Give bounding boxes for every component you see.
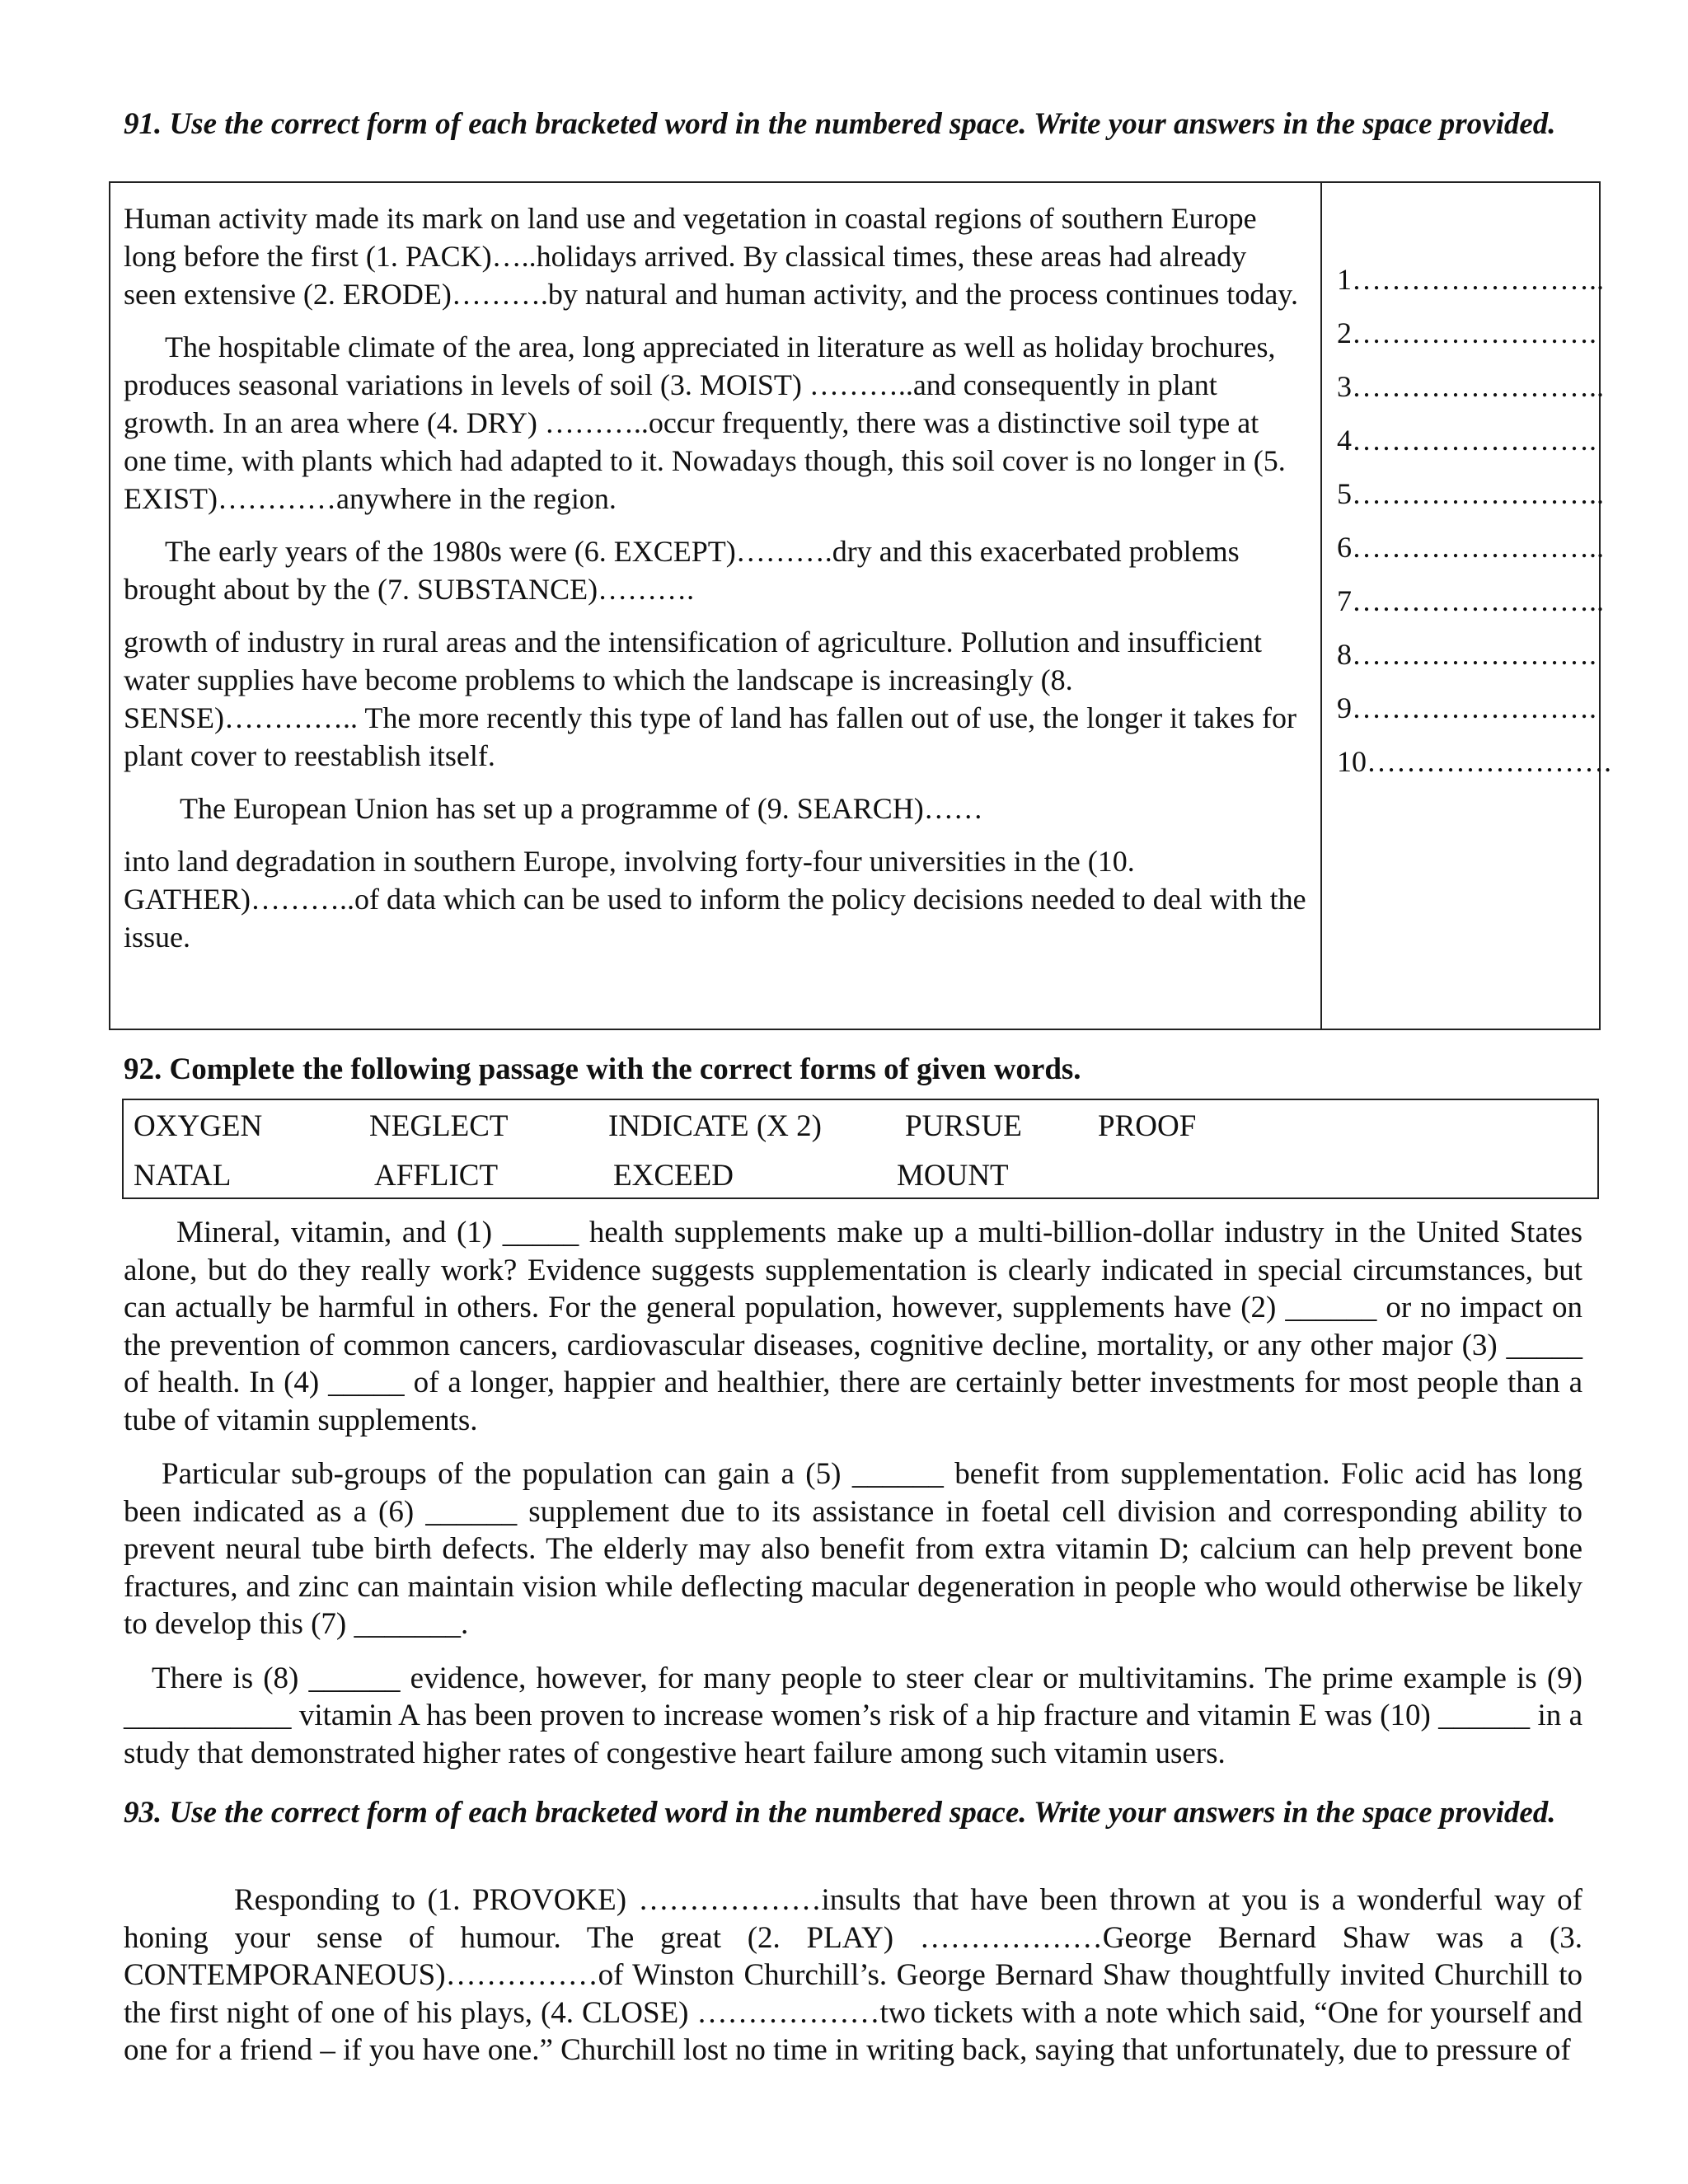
passage-paragraph: Human activity made its mark on land use and vegetation in coastal regions of southern Europe long before the first (1. PACK)…..holidays arrived. By classical times, these areas had already seen extensive (2. ERODE)……….by natural and human activity, and the process continues today.	[124, 202, 1298, 311]
word-bank-item: INDICATE (X 2)	[608, 1109, 822, 1143]
answer-line-9[interactable]: 9…………………….	[1337, 691, 1597, 724]
table-column-divider	[1320, 183, 1322, 1029]
answer-line-5[interactable]: 5……………………..	[1337, 477, 1604, 510]
passage-paragraph: Mineral, vitamin, and (1) _____ health supplements make up a multi-billion-dollar industry in the United States alone, but do they really work? Evidence suggests supplementation is clearly indicated in special circumstances, but can actually be harmful in others. For the general population, however, supplements have (2) ______ or no impact on the prevention of common cancers, cardiovascular diseases, cognitive decline, mortality, or any other major (3) _____ of health. In (4) _____ of a longer, happier and healthier, there are certainly better investments for most people than a tube of vitamin supplements.	[124, 1216, 1582, 1437]
passage-paragraph: Responding to (1. PROVOKE) ………………insults that have been thrown at you is a wonderful way of honing your sense of humour. The great (2. PLAY) ………………George Bernard Shaw was a (3. CONTEMPORANEOUS)……………of Winston Churchill’s. George Bernard Shaw thoughtfully invited Churchill to the first night of one of his plays, (4. CLOSE) ………………two tickets with a note which said, “One for yourself and one for a friend – if you have one.” Churchill lost no time in writing back, saying that unfortunately, due to pressure of	[124, 1883, 1582, 2067]
word-bank-item: NEGLECT	[369, 1109, 509, 1143]
word-bank-box	[122, 1099, 1599, 1199]
word-bank-item: MOUNT	[897, 1159, 1009, 1193]
passage-paragraph: Particular sub-groups of the population can gain a (5) ______ benefit from supplementation. Folic acid has long been indicated as a (6) ______ supplement due to its assistance in foetal cell division and corresponding ability to prevent neural tube birth defects. The elderly may also benefit from extra vitamin D; calcium can help prevent bone fractures, and zinc can maintain vision while deflecting macular degeneration in people who would otherwise be likely to develop this (7) _______.	[124, 1457, 1582, 1641]
passage-paragraph: into land degradation in southern Europe, involving forty-four universities in the (10. GATHER)………..of data which can be used to inform the policy decisions needed to deal with the issue.	[124, 845, 1306, 954]
word-bank-item: AFFLICT	[374, 1159, 499, 1193]
answer-line-3[interactable]: 3……………………..	[1337, 370, 1604, 403]
passage-paragraph: growth of industry in rural areas and the intensification of agriculture. Pollution and insufficient water supplies have become problems to which the landscape is increasingly (8. SENSE)………….. The more recently this type of land has fallen out of use, the longer it takes for plant cover to reestablish itself.	[124, 626, 1297, 772]
answer-line-7[interactable]: 7……………………..	[1337, 584, 1604, 617]
passage-paragraph: The European Union has set up a programme of (9. SEARCH)……	[180, 792, 983, 825]
exercise-93-heading: 93. Use the correct form of each bracketed word in the numbered space. Write your answers in the space provided.	[124, 1796, 1556, 1830]
word-bank-item: OXYGEN	[134, 1109, 263, 1143]
exercise-92-passage	[124, 1214, 1582, 1788]
answer-line-2[interactable]: 2…………………….	[1337, 316, 1597, 349]
passage-paragraph: There is (8) ______ evidence, however, for many people to steer clear or multivitamins. The prime example is (9) ___________ vitamin A has been proven to increase women’s risk of a hip fracture and vitamin E was (10) ______ in a study that demonstrated higher rates of congestive heart failure among such vitamin users.	[124, 1661, 1582, 1770]
exercise-91-table	[109, 181, 1611, 1030]
exercise-91-heading: 91. Use the correct form of each bracketed word in the numbered space. Write your answers in the space provided.	[124, 107, 1556, 141]
answer-line-1[interactable]: 1……………………..	[1337, 263, 1604, 296]
word-bank-item: NATAL	[134, 1159, 232, 1193]
word-bank-item: PURSUE	[905, 1109, 1022, 1143]
answer-line-10[interactable]: 10…………………….	[1337, 745, 1611, 778]
answer-line-8[interactable]: 8…………………….	[1337, 638, 1597, 671]
exercise-93-passage	[124, 1882, 1582, 2086]
exercise-91-passage	[124, 199, 1306, 971]
answer-line-4[interactable]: 4…………………….	[1337, 424, 1597, 457]
passage-paragraph: The hospitable climate of the area, long appreciated in literature as well as holiday brochures, produces seasonal variations in levels of soil (3. MOIST) ………..and consequently in plant growth. In an area where (4. DRY) ………..occur frequently, there was a distinctive soil type at one time, with plants which had adapted to it. Nowadays though, this soil cover is no longer in (5. EXIST)…………anywhere in the region.	[124, 330, 1286, 515]
word-bank-item: PROOF	[1098, 1109, 1197, 1143]
word-bank-item: EXCEED	[613, 1159, 734, 1193]
exercise-92-heading: 92. Complete the following passage with the correct forms of given words.	[124, 1052, 1081, 1086]
answer-line-6[interactable]: 6……………………..	[1337, 531, 1604, 564]
passage-paragraph: The early years of the 1980s were (6. EXCEPT)……….dry and this exacerbated problems brought about by the (7. SUBSTANCE)……….	[124, 535, 1240, 606]
exercise-91-answer-column	[1337, 253, 1611, 789]
